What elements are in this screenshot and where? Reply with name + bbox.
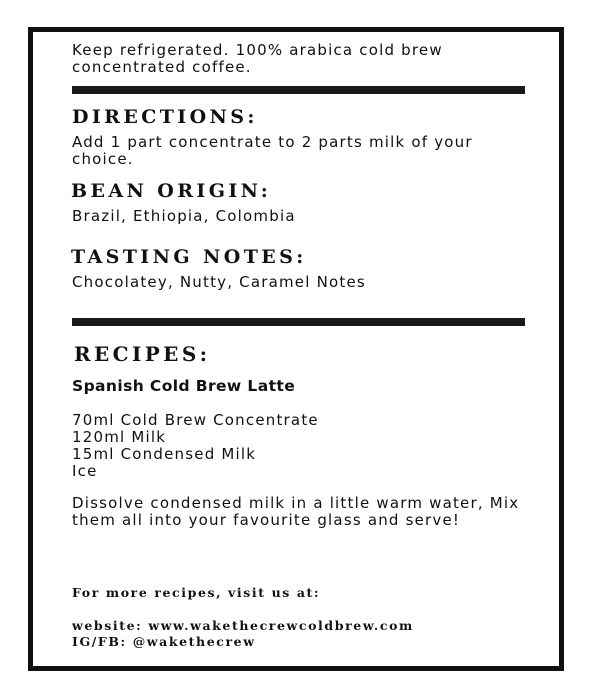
directions-text: Add 1 part concentrate to 2 parts milk of your choice.: [72, 133, 473, 168]
more-recipes-text: For more recipes, visit us at:: [72, 585, 321, 600]
social-handle-text: IG/FB: @wakethecrew: [72, 634, 256, 649]
section-divider-middle: [72, 318, 525, 326]
directions-heading: DIRECTIONS:: [72, 106, 258, 128]
ingredient-item: 120ml Milk: [72, 428, 167, 446]
bean-origin-heading: BEAN ORIGIN:: [71, 180, 272, 202]
bean-origin-text: Brazil, Ethiopia, Colombia: [72, 207, 296, 225]
ingredient-item: 70ml Cold Brew Concentrate: [72, 411, 319, 429]
website-text: website: www.wakethecrewcoldbrew.com: [72, 618, 414, 633]
recipes-heading: RECIPES:: [74, 342, 211, 366]
tasting-notes-heading: TASTING NOTES:: [71, 246, 307, 268]
section-divider-top: [72, 86, 525, 94]
ingredient-item: Ice: [72, 462, 98, 480]
ingredient-item: 15ml Condensed Milk: [72, 445, 257, 463]
recipe-title: Spanish Cold Brew Latte: [72, 377, 296, 395]
tasting-notes-text: Chocolatey, Nutty, Caramel Notes: [72, 273, 366, 291]
recipe-method: Dissolve condensed milk in a little warm water, Mix them all into your favourite glass and serve!: [72, 494, 520, 529]
contact-info: [72, 618, 414, 650]
ingredient-list: [72, 412, 319, 480]
storage-instructions: Keep refrigerated. 100% arabica cold brew concentrated coffee.: [72, 41, 443, 76]
